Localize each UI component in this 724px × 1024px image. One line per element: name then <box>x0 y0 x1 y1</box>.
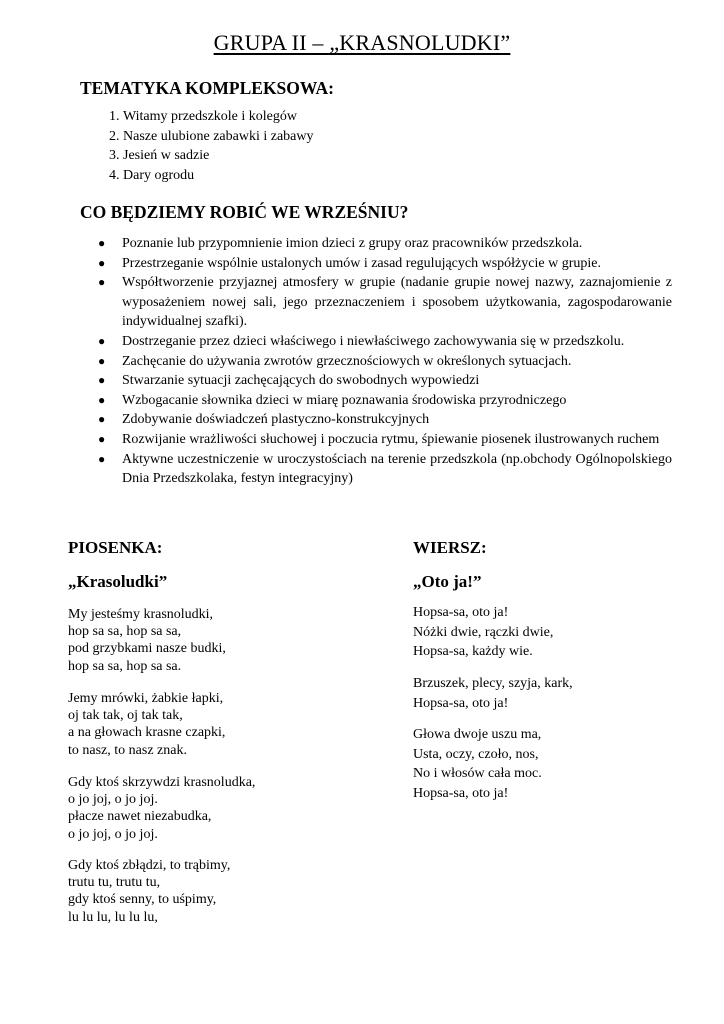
list-item: 1. Witamy przedszkole i kolegów <box>123 107 313 127</box>
list-item: ● Wzbogacanie słownika dzieci w miarę poznawania środowiska przyrodniczego <box>98 391 672 411</box>
page-title: GRUPA II – „KRASNOLUDKI” <box>213 30 511 55</box>
topics-list <box>99 107 313 185</box>
bullet-icon: ● <box>98 353 106 368</box>
bullet-icon: ● <box>98 412 106 427</box>
goals-list <box>98 234 672 489</box>
poem-stanza: Hopsa-sa, oto ja! Nóżki dwie, rączki dwie, Hopsa-sa, każdy wie. <box>413 605 554 660</box>
bullet-icon: ● <box>98 392 106 407</box>
bullet-icon: ● <box>98 431 106 446</box>
list-item: 3. Jesień w sadzie <box>123 146 313 166</box>
song-stanza: My jesteśmy krasnoludki, hop sa sa, hop sa sa, pod grzybkami nasze budki, hop sa sa, hop sa sa. <box>68 607 226 674</box>
list-item: ● Dostrzeganie przez dzieci właściwego i niewłaściwego zachowywania się w przedszkolu. <box>98 332 672 352</box>
bullet-icon: ● <box>98 451 106 466</box>
list-item: ● Rozwijanie wrażliwości słuchowej i poczucia rytmu, śpiewanie piosenek ilustrowanych ruchem <box>98 430 672 450</box>
list-item: 4. Dary ogrodu <box>123 166 313 186</box>
list-item: ● Przestrzeganie wspólnie ustalonych umów i zasad regulujących współżycie w grupie. <box>98 254 672 274</box>
bullet-icon: ● <box>98 333 106 348</box>
list-item: ● Zdobywanie doświadczeń plastyczno-konstrukcyjnych <box>98 410 672 430</box>
song-stanza: Gdy ktoś zbłądzi, to trąbimy, trutu tu, trutu tu, gdy ktoś senny, to uśpimy, lu lu lu, lu lu lu, <box>68 858 231 925</box>
bullet-icon: ● <box>98 236 106 250</box>
list-item: ● Poznanie lub przypomnienie imion dzieci z grupy oraz pracowników przedszkola. <box>98 234 672 254</box>
list-item: ● Zachęcanie do używania zwrotów grzecznościowych w określonych sytuacjach. <box>98 352 672 372</box>
list-item: ● Stwarzanie sytuacji zachęcających do swobodnych wypowiedzi <box>98 371 672 391</box>
poem-stanza: Głowa dwoje uszu ma, Usta, oczy, czoło, nos, No i włosów cała moc. Hopsa-sa, oto ja! <box>413 727 542 801</box>
poem-heading: WIERSZ: <box>413 538 487 557</box>
list-item: 2. Nasze ulubione zabawki i zabawy <box>123 127 313 147</box>
topics-heading: TEMATYKA KOMPLEKSOWA: <box>80 78 334 98</box>
song-stanza: Gdy ktoś skrzywdzi krasnoludka, o jo joj, o jo joj. płacze nawet niezabudka, o jo joj, o jo joj. <box>68 775 256 842</box>
song-stanza: Jemy mrówki, żabkie łapki, oj tak tak, oj tak tak, a na głowach krasne czapki, to nasz, to nasz znak. <box>68 691 226 758</box>
poem-title: „Oto ja!” <box>413 572 482 591</box>
song-title: „Krasoludki” <box>68 572 168 591</box>
poem-stanza: Brzuszek, plecy, szyja, kark, Hopsa-sa, oto ja! <box>413 676 573 711</box>
list-item: ● Aktywne uczestniczenie w uroczystościach na terenie przedszkola (np.obchody Ogólnopolskiego Dnia Przedszkolaka, festyn integracyjny) <box>98 451 672 487</box>
bullet-icon: ● <box>98 275 106 290</box>
bullet-icon: ● <box>98 373 106 388</box>
list-item: ● Współtworzenie przyjaznej atmosfery w grupie (nadanie grupie nowej nazwy, zaznajomienie z wyposażeniem nowej sali, jego przeznaczeniem i sposobem użytkowania, zagospodarowanie indywidualnej szafki). <box>98 275 672 330</box>
goals-heading: CO BĘDZIEMY ROBIĆ WE WRZEŚNIU? <box>80 202 409 222</box>
song-heading: PIOSENKA: <box>68 538 163 557</box>
bullet-icon: ● <box>98 255 106 270</box>
